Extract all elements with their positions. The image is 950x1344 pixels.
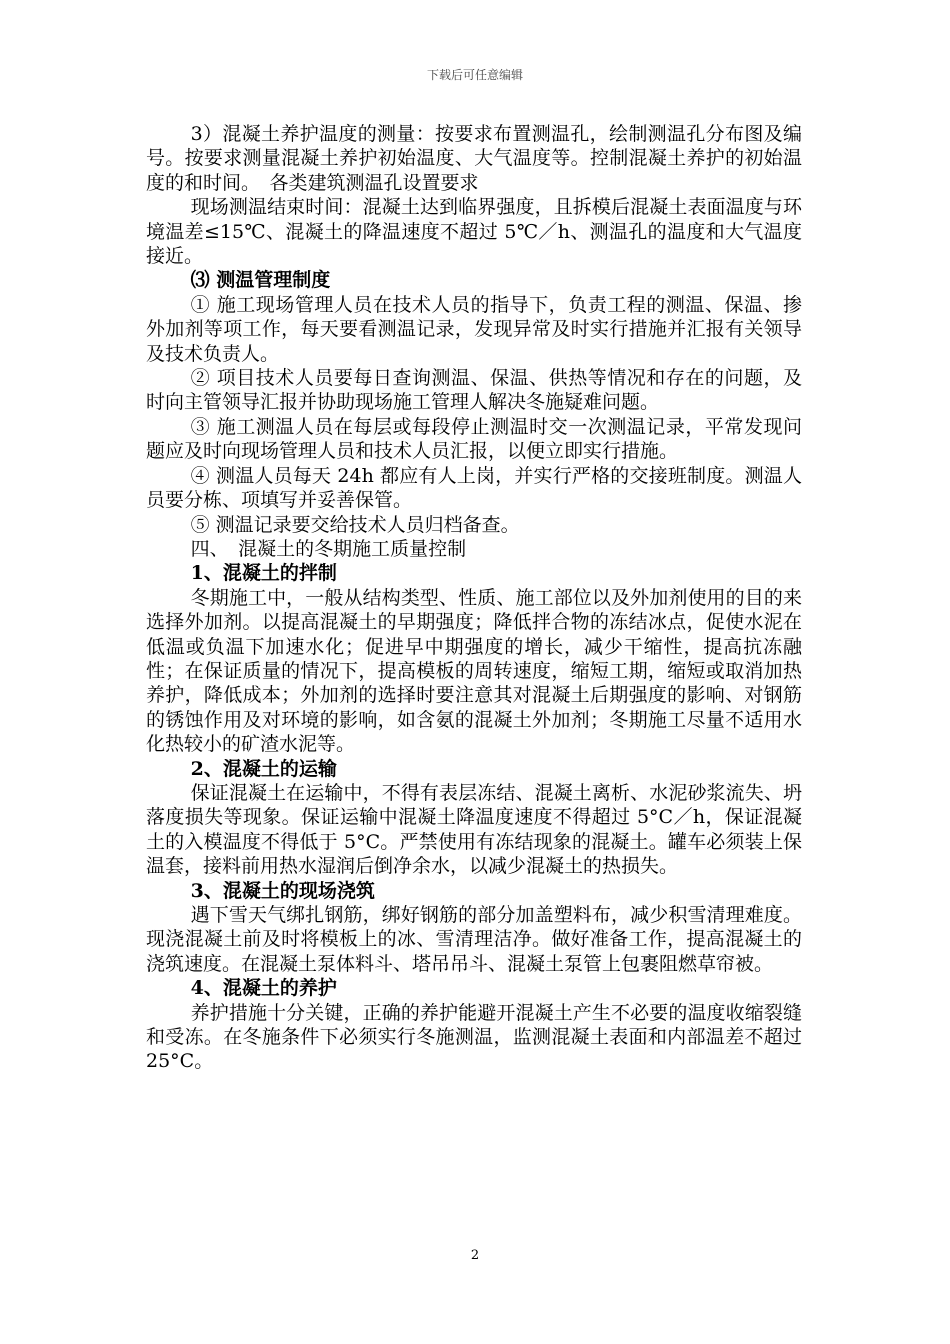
heading-mixing: 1、混凝土的拌制 (190, 562, 337, 585)
heading-transport: 2、混凝土的运输 (190, 757, 337, 780)
list-item: ③ 施工测温人员在每层或每段停止测温时交一次测温记录，平常发现问题应及时向现场管理人员和技术人员汇报，以便立即实行措施。 (146, 415, 802, 463)
page-header: 下载后可任意编辑 (426, 68, 523, 82)
section-heading-quality-control: 四、 混凝土的冬期施工质量控制 (190, 537, 467, 560)
paragraph-transport: 保证混凝土在运输中，不得有表层冻结、混凝土离析、水泥砂浆流失、坍落度损失等现象。保证运输中混凝土降温度速度不得超过 5°C／h，保证混凝土的入模温度不得低于 5°C。严禁使用有冻结现象的混凝土。罐车必须装上保温套，接料前用热水湿润后倒净余水，以减少混凝土的热损失。 (146, 781, 802, 878)
paragraph-temperature-measurement: 3）混凝土养护温度的测量：按要求布置测温孔，绘制测温孔分布图及编号。按要求测量混凝土养护初始温度、大气温度等。控制混凝土养护的初始温度的和时间。 各类建筑测温孔设置要求 (146, 123, 802, 194)
heading-curing: 4、混凝土的养护 (190, 977, 337, 1000)
list-item: ④ 测温人员每天 24h 都应有人上岗，并实行严格的交接班制度。测温人员要分栋、项填写并妥善保管。 (146, 464, 802, 512)
paragraph-curing: 养护措施十分关键，正确的养护能避开混凝土产生不必要的温度收缩裂缝和受冻。在冬施条件下必须实行冬施测温，监测混凝土表面和内部温差不超过 25°C。 (146, 1001, 802, 1073)
list-item: ② 项目技术人员要每日查询测温、保温、供热等情况和存在的问题，及时向主管领导汇报并协助现场施工管理人解决冬施疑难问题。 (146, 367, 802, 414)
list-item: ① 施工现场管理人员在技术人员的指导下，负责工程的测温、保温、掺外加剂等项工作，每天要看测温记录，发现异常及时实行措施并汇报有关领导及技术负责人。 (146, 293, 802, 365)
list-item: ⑤ 测温记录要交给技术人员归档备查。 (190, 513, 520, 536)
document-body (146, 122, 802, 1074)
heading-pouring: 3、混凝土的现场浇筑 (190, 879, 375, 902)
heading-temperature-management: ⑶ 测温管理制度 (190, 269, 331, 292)
paragraph-pouring: 遇下雪天气绑扎钢筋，绑好钢筋的部分加盖塑料布，减少积雪清理难度。现浇混凝土前及时将模板上的冰、雪清理洁净。做好准备工作，提高混凝土的浇筑速度。在混凝土泵体料斗、塔吊吊斗、混凝土泵管上包裹阻燃草帘被。 (146, 904, 802, 975)
page-number: 2 (470, 1248, 480, 1263)
paragraph-mixing: 冬期施工中，一般从结构类型、性质、施工部位以及外加剂使用的目的来选择外加剂。以提高混凝土的早期强度；降低拌合物的冻结冰点，促使水泥在低温或负温下加速水化；促进早中期强度的增长，减少干缩性，提高抗冻融性；在保证质量的情况下，提高模板的周转速度，缩短工期，缩短或取消加热养护，降低成本；外加剂的选择时要注意其对混凝土后期强度的影响、对钢筋的锈蚀作用及对环境的影响，如含氨的混凝土外加剂；冬期施工尽量不适用水化热较小的矿渣水泥等。 (146, 586, 802, 756)
paragraph-measurement-end: 现场测温结束时间：混凝土达到临界强度，且拆模后混凝土表面温度与环境温差≤15℃、混凝土的降温速度不超过 5℃／h、测温孔的温度和大气温度接近。 (146, 196, 802, 268)
